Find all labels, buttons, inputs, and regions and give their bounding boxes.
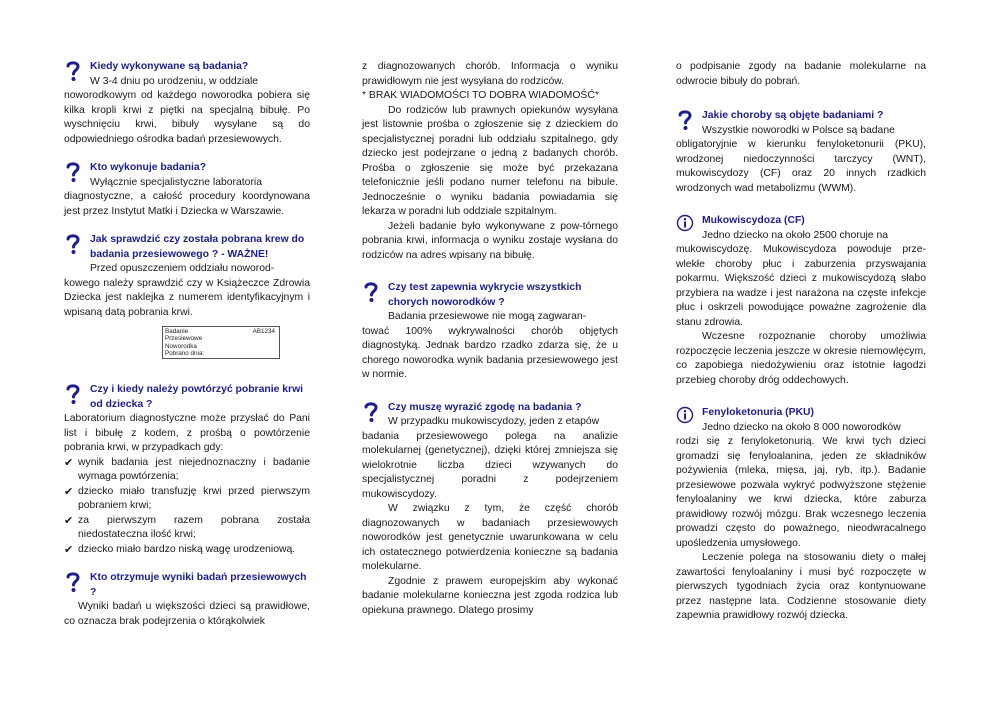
section-heading: Mukowiscydoza (CF)	[702, 215, 805, 226]
column-middle	[362, 60, 618, 632]
section-detection	[362, 281, 618, 383]
sticker-line: Badanie	[165, 328, 189, 335]
section-body-first-line: Jedno dziecko na około 2500 choruje na	[702, 229, 889, 241]
section-body: noworodkowym od każdego noworodka pobiera się kilka kropli krwi z piętki na specjalną bibułę. Po wyschnięciu krwi, bibuły wysyłane są do odpowiedniego ośrodka badań przesiewowych.	[64, 90, 310, 145]
section-how-to-check	[64, 233, 310, 359]
check-icon: ✔	[64, 456, 74, 469]
check-icon: ✔	[64, 514, 74, 527]
paragraph: W związku z tym, że część chorób diagnozowanych w badaniach przesiewowych noworodków jest genetycznie uwarunkowana w celu ich ostatecznego potwierdzenia konieczne są badania molekularne.	[362, 503, 618, 572]
column-right	[676, 60, 926, 638]
section-body: obligatoryjnie w kierunku fenyloketonurii (PKU), wrodzonej niedoczynności tarczycy (WNT), mukowiscydozy (CF) oraz 20 innych rzadkich wrodzonych wad metabolizmu (WWM).	[676, 139, 926, 194]
section-heading: Jakie choroby są objęte badaniami ?	[702, 110, 884, 121]
check-icon: ✔	[64, 485, 74, 498]
question-mark-icon	[64, 161, 82, 183]
paragraph: Jeżeli badanie było wykonywane z pow-tórnego pobrania krwi, informacja o wyniku zostaje wysłana do rodziców na adres wpisany na bibułę.	[362, 220, 618, 261]
sticker-code: AB1234	[252, 328, 275, 335]
section-heading: Kto wykonuje badania?	[90, 162, 207, 173]
list-item: ✔ dziecko miało transfuzję krwi przed pierwszym pobraniem krwi;	[64, 485, 310, 512]
section-body-first-line: Badania przesiewowe nie mogą zagwaran-	[388, 311, 587, 322]
paragraph: z diagnozowanych chorób. Informacja o wyniku prawidłowym nie jest wysyłana do rodziców.	[362, 61, 618, 87]
section-when-tests	[64, 60, 310, 147]
section-cystic-fibrosis	[676, 214, 926, 388]
section-results-continued	[362, 60, 618, 263]
section-heading: Jak sprawdzić czy została pobrana krew do badania przesiewowego ? - WAŻNE!	[90, 234, 305, 260]
section-body: tować 100% wykrywalności chorób objętych diagnostyką. Jednak bardzo rzadko zdarza się, że u chorego noworodka wynik badania przesiewowego jest w normie.	[362, 325, 618, 380]
section-heading: Kiedy wykonywane są badania?	[90, 61, 249, 72]
paragraph: Zgodnie z prawem europejskim aby wykonać badanie molekularne konieczna jest zgoda rodzica lub opiekuna prawnego. Dlatego prosimy	[362, 575, 618, 616]
section-consent-continued	[676, 60, 926, 89]
list-item: ✔ dziecko miało bardzo niską wagę urodzeniową.	[64, 543, 296, 556]
info-icon	[676, 214, 694, 232]
question-mark-icon	[64, 233, 82, 255]
section-body: rodzi się z fenyloketonurią. We krwi tych dzieci gromadzi się fenyloalanina, jeden ze składników pożywienia (mleka, mięsa, jaj, ryb, itp.). Badanie przesiewowe pozwala wykryć podwyższone stężenie fenyloalaniny we krwi dziecka, które zaburza prawidłowy rozwój mózgu. Brak wczesnego leczenia prowadzi często do poważnego, nieodwracalnego upośledzenia umysłowego.	[676, 436, 926, 549]
paragraph: Leczenie polega na stosowaniu diety o małej zawartości fenyloalaniny i musi być rozpoczęte w pierwszych tygodniach życia oraz kontynuowane przez następne lata. Codzienne stosowanie diety zapewnia prawidłowy rozwój dziecka.	[676, 552, 926, 621]
paragraph: o podpisanie zgody na badanie molekularne na odwrocie bibuły do pobrań.	[676, 61, 926, 87]
section-body-first-line: Jedno dziecko na około 8 000 noworodków	[702, 421, 901, 433]
question-mark-icon	[362, 401, 380, 423]
section-phenylketonuria	[676, 406, 926, 624]
section-heading: Czy test zapewnia wykrycie wszystkich chorych noworodków ?	[388, 282, 582, 308]
section-body: kowego należy sprawdzić czy w Książeczce Zdrowia Dziecka jest naklejka z numerem identyfikacyjnym i wpisaną datą pobrania krwi.	[64, 277, 310, 318]
question-mark-icon	[362, 281, 380, 303]
section-who-gets-results	[64, 571, 310, 629]
section-who-performs	[64, 161, 310, 219]
section-heading: Czy i kiedy należy powtórzyć pobranie krwi od dziecka ?	[90, 384, 304, 410]
section-body-first-line: Przed opuszczeniem oddziału noworod-	[90, 263, 275, 274]
question-mark-icon	[64, 60, 82, 82]
section-heading: Kto otrzymuje wyniki badań przesiewowych ?	[90, 572, 307, 598]
paragraph: Wczesne rozpoznanie choroby umożliwia rozpoczęcie leczenia jeszcze w okresie niemowlęcym, co zapobiega niedożywieniu oraz istotnie łagodzi przebieg choroby dróg oddechowych.	[676, 331, 926, 386]
check-icon: ✔	[64, 543, 74, 556]
section-body-first-line: Wyłącznie specjalistyczne laboratoria	[90, 176, 263, 188]
question-mark-icon	[64, 571, 82, 593]
section-body: Wyniki badań u większości dzieci są prawidłowe, co oznacza brak podejrzenia o którąkolwiek	[64, 601, 310, 627]
section-heading: Fenyloketonuria (PKU)	[702, 407, 814, 418]
section-repeat-test	[64, 383, 310, 557]
section-body: badania przesiewowego polega na analizie molekularnej (genetycznej), dzięki której zmniejsza się wielokrotnie liczba dzieci wzywanych do specjalistycznej poradni z podejrzeniem mukowiscydozy.	[362, 430, 618, 500]
paragraph: Do rodziców lub prawnych opiekunów wysyłana jest listownie prośba o zgłoszenie się z dzieckiem do specjalistycznej poradni lub oddziału szpitalnego, gdy dziecko jest podejrzane o jedną z badanych chorób. Prośba o zgłoszenie się może być przekazana telefonicznie jeśli podano numer telefonu na bibule. Jednocześnie o wyniku badania powiadamia się lekarza w poradni lub oddziale szpitalnym.	[362, 104, 618, 217]
section-consent	[362, 401, 618, 619]
section-body: Laboratorium diagnostyczne może przysłać do Pani list i bibułę z kodem, z prośbą o powtórzenie pobrania krwi, w przypadkach gdy:	[64, 413, 310, 454]
sticker-line: Pobrano dnia:	[165, 349, 205, 357]
section-body-first-line: W przypadku mukowiscydozy, jeden z etapów	[388, 416, 600, 427]
list-item: ✔ za pierwszym razem pobrana została niedostateczna ilość krwi;	[64, 514, 310, 541]
question-mark-icon	[676, 109, 694, 131]
sticker-line: Przesiewowe	[165, 335, 203, 343]
sticker-line: Noworodka	[165, 342, 197, 350]
section-body: diagnostyczne, a całość procedury koordynowana jest przez Instytut Matki i Dziecka w Warszawie.	[64, 191, 310, 217]
section-heading: Czy muszę wyrazić zgodę na badania ?	[388, 401, 582, 413]
list-item: ✔ wynik badania jest niejednoznaczny i badanie wymaga powtórzenia;	[64, 456, 310, 483]
column-left	[64, 60, 310, 643]
section-diseases	[676, 109, 926, 196]
check-list	[64, 456, 310, 558]
question-mark-icon	[64, 383, 82, 405]
note-no-news: * BRAK WIADOMOŚCI TO DOBRA WIADOMOŚĆ*	[362, 90, 599, 101]
section-body: mukowiscydozę. Mukowiscydoza powoduje prze-wlekłe choroby płuc i zaburzenia przyswajania pokarmu. Większość dzieci z mukowiscydozą słabo przybiera na wadze i jest narażona na częste infekcje płuc i oskrzeli powodujące poważne zagrożenie dla stanu zdrowia.	[676, 244, 926, 328]
section-body-first-line: Wszystkie noworodki w Polsce są badane	[702, 124, 895, 136]
sticker-example	[162, 326, 280, 359]
section-body-first-line: W 3-4 dniu po urodzeniu, w oddziale	[90, 75, 259, 87]
info-icon	[676, 406, 694, 424]
